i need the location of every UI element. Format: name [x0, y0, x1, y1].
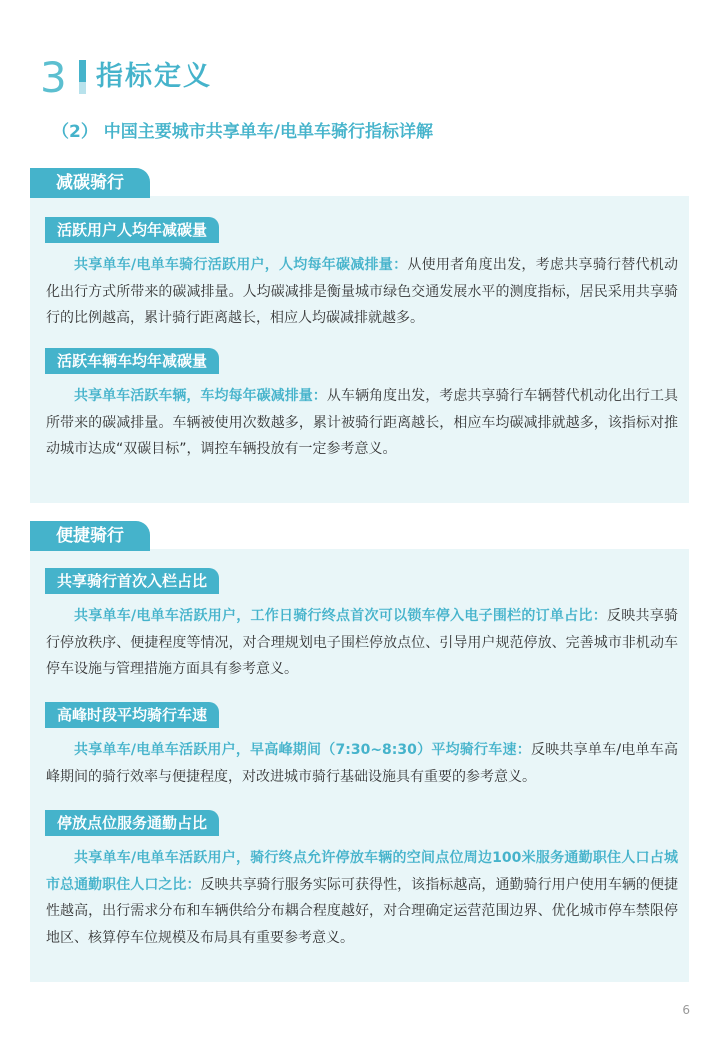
section-label-carbon-reduction: 减碳骑行 — [30, 168, 150, 198]
item-label-peak-speed: 高峰时段平均骑行车速 — [45, 702, 219, 728]
item-desc-first-fence — [46, 603, 678, 683]
chapter-title: 指标定义 — [96, 61, 212, 92]
page-subtitle: （2） 中国主要城市共享单车/电单车骑行指标详解 — [52, 122, 433, 142]
item-highlight: 共享单车活跃车辆，车均每年碳减排量： — [74, 388, 327, 404]
item-label-parking-commute: 停放点位服务通勤占比 — [45, 810, 219, 836]
item-desc-user-carbon — [46, 252, 678, 332]
item-desc-peak-speed — [46, 737, 678, 790]
chapter-accent-bar — [79, 60, 86, 94]
page-number: 6 — [682, 1003, 690, 1017]
item-label-user-carbon: 活跃用户人均年减碳量 — [45, 217, 219, 243]
item-highlight: 共享单车/电单车活跃用户，骑行终点允许停放车辆的空间点位周边100米服务通勤职住人口占城市总通勤职住人口之比： — [46, 850, 678, 893]
item-label-vehicle-carbon: 活跃车辆车均年减碳量 — [45, 348, 219, 374]
item-highlight: 共享单车/电单车骑行活跃用户，人均每年碳减排量： — [74, 257, 408, 273]
item-text: 反映共享骑行服务实际可获得性，该指标越高，通勤骑行用户使用车辆的便捷性越高，出行需求分布和车辆供给分布耦合程度越好，对合理确定运营范围边界、优化城市停车禁限停地区、核算停车位规模及布局具有重要参考意义。 — [46, 876, 678, 946]
item-desc-vehicle-carbon — [46, 383, 678, 463]
item-text: 从车辆角度出发，考虑共享骑行车辆替代机动化出行工具所带来的碳减排量。车辆被使用次数越多，累计被骑行距离越长，相应车均碳减排就越多，该指标对推动城市达成“双碳目标”，调控车辆投放有一定参考意义。 — [46, 388, 679, 457]
chapter-number: 3 — [40, 53, 67, 102]
item-text: 从使用者角度出发，考虑共享骑行替代机动化出行方式所带来的碳减排量。人均碳减排是衡量城市绿色交通发展水平的测度指标，居民采用共享骑行的比例越高，累计骑行距离越长，相应人均碳减排就越多。 — [46, 257, 678, 326]
item-highlight: 共享单车/电单车活跃用户，工作日骑行终点首次可以锁车停入电子围栏的订单占比： — [74, 608, 607, 624]
item-label-first-fence: 共享骑行首次入栏占比 — [45, 568, 219, 594]
item-text: 反映共享骑行停放秩序、便捷程度等情况，对合理规划电子围栏停放点位、引导用户规范停放、完善城市非机动车停车设施与管理措施方面具有参考意义。 — [46, 608, 678, 677]
section-label-convenience: 便捷骑行 — [30, 521, 150, 551]
item-text: 反映共享单车/电单车高峰期间的骑行效率与便捷程度，对改进城市骑行基础设施具有重要的参考意义。 — [46, 742, 678, 785]
item-highlight: 共享单车/电单车活跃用户，早高峰期间（7:30~8:30）平均骑行车速： — [74, 742, 531, 758]
item-desc-parking-commute — [46, 845, 678, 951]
